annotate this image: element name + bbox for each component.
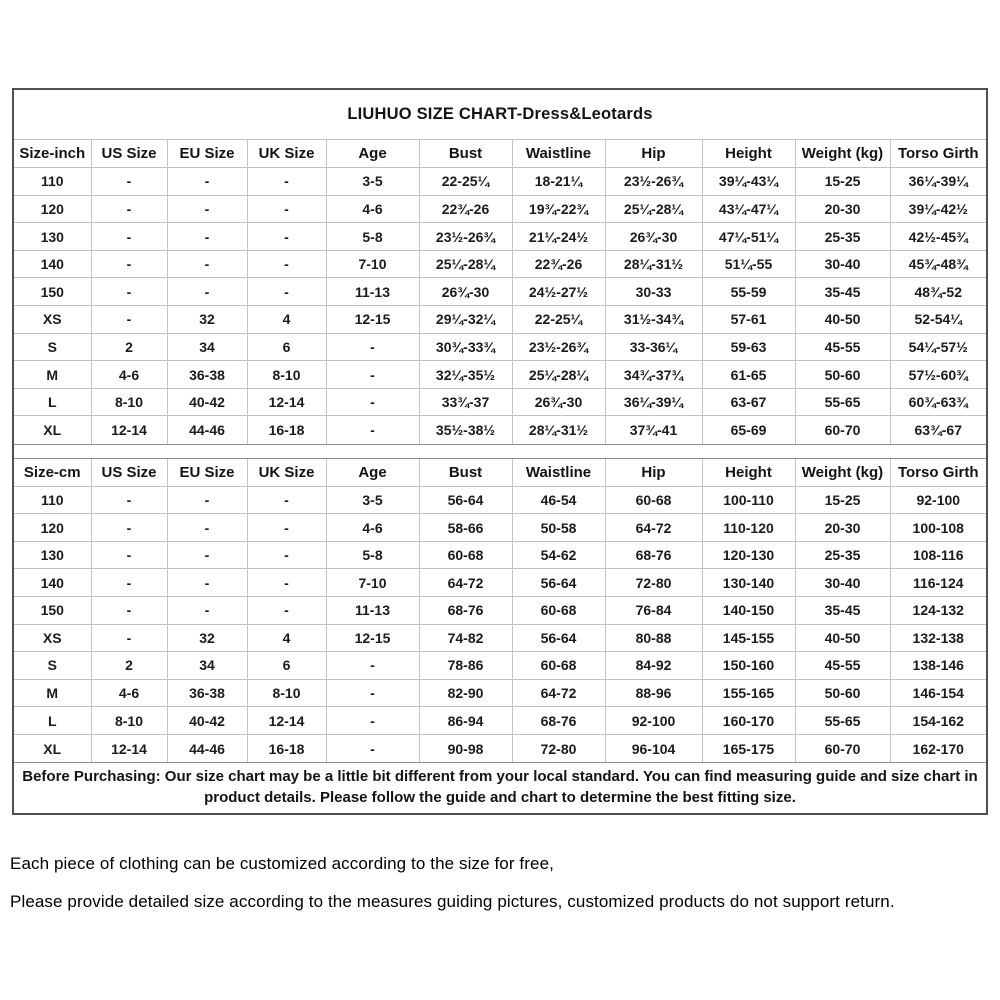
table-cell: 160-170 [702,707,795,735]
table-cell: - [326,416,419,444]
table-cell: 43¼-47¼ [702,195,795,223]
table-cell: 110-120 [702,514,795,542]
table-cell: 56-64 [512,569,605,597]
table-cell: 7-10 [326,250,419,278]
table-cell: 22-25¼ [512,306,605,334]
table-cell: 56-64 [512,624,605,652]
table-cell: 30-40 [795,569,890,597]
table-cell: 140 [14,250,91,278]
table-cell: 150-160 [702,652,795,680]
table-cell: 124-132 [890,597,986,625]
table-cell: 55-59 [702,278,795,306]
table-cell: 140-150 [702,597,795,625]
table-cell: 3-5 [326,486,419,514]
table-cell: 25¼-28¼ [419,250,512,278]
table-cell: 72-80 [605,569,702,597]
table-cell: 54¼-57½ [890,333,986,361]
table-spacer [14,444,986,459]
table-cell: 33¾-37 [419,388,512,416]
table-cell: - [167,569,247,597]
table-cell: 54-62 [512,541,605,569]
table-cell: - [247,597,326,625]
table-cell: 12-15 [326,306,419,334]
table-cell: 55-65 [795,388,890,416]
table-cell: - [91,168,167,196]
table-row [14,624,986,652]
table-cell: - [91,541,167,569]
table-cell: 32¼-35½ [419,361,512,389]
column-header: UK Size [247,140,326,168]
table-cell: 150 [14,278,91,306]
table-cell: 40-50 [795,306,890,334]
table-body-cm [14,486,986,762]
table-cell: 42½-45¾ [890,223,986,251]
table-cell: 116-124 [890,569,986,597]
table-cell: 45¾-48¾ [890,250,986,278]
table-cell: 44-46 [167,416,247,444]
table-row [14,333,986,361]
table-cell: 60-68 [512,652,605,680]
table-cell: 59-63 [702,333,795,361]
table-cell: 61-65 [702,361,795,389]
table-cell: 6 [247,652,326,680]
table-row [14,679,986,707]
column-header: EU Size [167,140,247,168]
chart-title: LIUHUO SIZE CHART-Dress&Leotards [14,90,986,140]
table-cell: 20-30 [795,195,890,223]
table-cell: 140 [14,569,91,597]
table-cell: 36-38 [167,679,247,707]
table-cell: 5-8 [326,541,419,569]
table-cell: 154-162 [890,707,986,735]
table-cell: 30¾-33¾ [419,333,512,361]
table-cell: - [247,168,326,196]
table-cell: 45-55 [795,333,890,361]
table-cell: - [91,195,167,223]
note-no-return-policy: Please provide detailed size according to the measures guiding pictures, customized products do not support return. [10,892,895,911]
table-cell: 60-68 [605,486,702,514]
table-cell: - [247,486,326,514]
table-cell: 4 [247,306,326,334]
table-cell: 12-15 [326,624,419,652]
table-cell: 20-30 [795,514,890,542]
column-header: Age [326,140,419,168]
size-table-cm [14,459,986,763]
table-cell: 150 [14,597,91,625]
table-row [14,416,986,444]
column-header: Waistline [512,459,605,487]
table-cell: 2 [91,652,167,680]
table-cell: 34 [167,652,247,680]
note-free-customization: Each piece of clothing can be customized according to the size for free, [10,854,554,873]
column-header: Bust [419,140,512,168]
column-header: Size-cm [14,459,91,487]
table-cell: 120-130 [702,541,795,569]
table-cell: M [14,361,91,389]
table-row [14,223,986,251]
table-cell: 76-84 [605,597,702,625]
table-cell: 4-6 [326,514,419,542]
table-row [14,541,986,569]
table-cell: 35-45 [795,278,890,306]
table-cell: 15-25 [795,486,890,514]
table-cell: 74-82 [419,624,512,652]
table-row [14,597,986,625]
table-cell: 25¼-28¼ [605,195,702,223]
column-header: Weight (kg) [795,459,890,487]
table-cell: 2 [91,333,167,361]
table-cell: - [167,514,247,542]
table-cell: 30-40 [795,250,890,278]
table-cell: 100-108 [890,514,986,542]
table-cell: - [326,388,419,416]
table-cell: L [14,388,91,416]
table-cell: 130 [14,223,91,251]
table-cell: 12-14 [247,707,326,735]
column-header: US Size [91,459,167,487]
table-cell: 40-42 [167,707,247,735]
table-cell: 4 [247,624,326,652]
table-cell: 68-76 [512,707,605,735]
table-cell: 26¾-30 [419,278,512,306]
table-row [14,361,986,389]
table-cell: - [91,223,167,251]
table-cell: - [91,624,167,652]
table-cell: - [91,597,167,625]
table-cell: M [14,679,91,707]
table-cell: 60¾-63¾ [890,388,986,416]
table-cell: 82-90 [419,679,512,707]
table-cell: 4-6 [91,361,167,389]
table-cell: XS [14,624,91,652]
column-header: EU Size [167,459,247,487]
table-cell: - [91,486,167,514]
table-cell: XL [14,734,91,762]
table-cell: 57½-60¾ [890,361,986,389]
table-cell: - [326,361,419,389]
table-cell: 31½-34¾ [605,306,702,334]
table-cell: - [91,278,167,306]
table-cell: 64-72 [512,679,605,707]
size-table-inch [14,140,986,444]
column-header: Waistline [512,140,605,168]
table-cell: 90-98 [419,734,512,762]
table-row [14,388,986,416]
table-cell: 12-14 [247,388,326,416]
table-cell: S [14,333,91,361]
table-cell: 51¼-55 [702,250,795,278]
table-cell: - [247,195,326,223]
table-cell: 40-42 [167,388,247,416]
size-chart-container [12,88,988,815]
table-row [14,734,986,762]
table-cell: 130 [14,541,91,569]
table-cell: 146-154 [890,679,986,707]
table-cell: 11-13 [326,278,419,306]
table-cell: 110 [14,486,91,514]
table-cell: - [247,250,326,278]
table-row [14,250,986,278]
table-cell: 34¾-37¾ [605,361,702,389]
table-cell: 120 [14,195,91,223]
table-row [14,707,986,735]
table-row [14,168,986,196]
table-cell: - [247,569,326,597]
table-cell: 36-38 [167,361,247,389]
table-cell: 155-165 [702,679,795,707]
table-cell: 26¾-30 [512,388,605,416]
table-cell: 12-14 [91,734,167,762]
column-header: Height [702,140,795,168]
table-cell: - [326,679,419,707]
table-cell: 68-76 [605,541,702,569]
table-row [14,195,986,223]
table-cell: 100-110 [702,486,795,514]
table-cell: L [14,707,91,735]
table-row [14,278,986,306]
table-cell: 50-60 [795,361,890,389]
column-header: UK Size [247,459,326,487]
table-cell: 120 [14,514,91,542]
table-cell: 64-72 [419,569,512,597]
table-cell: 46-54 [512,486,605,514]
table-cell: 50-60 [795,679,890,707]
table-cell: 165-175 [702,734,795,762]
table-cell: 60-70 [795,734,890,762]
table-cell: 23½-26¾ [605,168,702,196]
table-cell: 63¾-67 [890,416,986,444]
table-cell: 22-25¼ [419,168,512,196]
column-header: Age [326,459,419,487]
table-cell: 22¾-26 [512,250,605,278]
column-header: Torso Girth [890,459,986,487]
table-cell: - [167,278,247,306]
table-cell: 44-46 [167,734,247,762]
table-cell: 30-33 [605,278,702,306]
table-cell: - [91,569,167,597]
table-cell: 84-92 [605,652,702,680]
table-cell: S [14,652,91,680]
table-cell: 35½-38½ [419,416,512,444]
column-header: Torso Girth [890,140,986,168]
table-cell: 60-68 [419,541,512,569]
table-cell: 110 [14,168,91,196]
column-header: US Size [91,140,167,168]
table-cell: 29¼-32¼ [419,306,512,334]
table-row [14,652,986,680]
header-row-inch [14,140,986,168]
table-cell: 57-61 [702,306,795,334]
table-cell: - [247,541,326,569]
table-cell: 25-35 [795,223,890,251]
table-cell: 60-70 [795,416,890,444]
table-cell: 132-138 [890,624,986,652]
table-cell: - [326,707,419,735]
table-cell: - [167,223,247,251]
table-cell: - [167,541,247,569]
column-header: Hip [605,140,702,168]
table-cell: 19¾-22¾ [512,195,605,223]
table-cell: 16-18 [247,734,326,762]
table-cell: 92-100 [890,486,986,514]
table-cell: 72-80 [512,734,605,762]
table-cell: 39¼-43¼ [702,168,795,196]
table-cell: 7-10 [326,569,419,597]
table-cell: 64-72 [605,514,702,542]
table-cell: 16-18 [247,416,326,444]
table-cell: 80-88 [605,624,702,652]
table-cell: 96-104 [605,734,702,762]
table-cell: 25-35 [795,541,890,569]
table-cell: 37¾-41 [605,416,702,444]
table-cell: 34 [167,333,247,361]
table-cell: 26¾-30 [605,223,702,251]
table-cell: 33-36¼ [605,333,702,361]
table-cell: 78-86 [419,652,512,680]
table-cell: 47¼-51¼ [702,223,795,251]
table-cell: - [167,486,247,514]
table-cell: 21¼-24½ [512,223,605,251]
column-header: Bust [419,459,512,487]
table-cell: 18-21¼ [512,168,605,196]
table-cell: 145-155 [702,624,795,652]
table-cell: 28¼-31½ [605,250,702,278]
table-row [14,486,986,514]
table-cell: - [91,250,167,278]
table-cell: 108-116 [890,541,986,569]
table-cell: 138-146 [890,652,986,680]
header-row-cm [14,459,986,487]
before-purchasing-note: Before Purchasing: Our size chart may be a little bit different from your local standard. You can find measuring guide and size chart in product details. Please follow the guide and chart to determine the best fitting size. [14,762,986,813]
table-cell: - [167,597,247,625]
table-cell: 50-58 [512,514,605,542]
table-cell: 35-45 [795,597,890,625]
table-cell: - [326,333,419,361]
table-cell: 36¼-39¼ [605,388,702,416]
table-cell: 8-10 [247,361,326,389]
table-cell: XL [14,416,91,444]
table-cell: 8-10 [91,388,167,416]
table-cell: 65-69 [702,416,795,444]
table-cell: - [326,734,419,762]
table-cell: 36¼-39¼ [890,168,986,196]
table-row [14,569,986,597]
table-cell: 6 [247,333,326,361]
table-cell: - [247,223,326,251]
table-cell: 28¼-31½ [512,416,605,444]
table-cell: 92-100 [605,707,702,735]
table-cell: - [247,514,326,542]
table-cell: 48¾-52 [890,278,986,306]
table-cell: - [167,168,247,196]
table-cell: 130-140 [702,569,795,597]
table-cell: - [247,278,326,306]
table-cell: 32 [167,306,247,334]
table-cell: 8-10 [91,707,167,735]
table-cell: 40-50 [795,624,890,652]
table-row [14,514,986,542]
table-cell: 3-5 [326,168,419,196]
table-cell: 25¼-28¼ [512,361,605,389]
column-header: Weight (kg) [795,140,890,168]
table-body-inch [14,168,986,444]
table-cell: 4-6 [326,195,419,223]
table-cell: - [326,652,419,680]
table-cell: 32 [167,624,247,652]
table-cell: 63-67 [702,388,795,416]
table-cell: 60-68 [512,597,605,625]
table-cell: 68-76 [419,597,512,625]
table-cell: 52-54¼ [890,306,986,334]
table-cell: 86-94 [419,707,512,735]
table-cell: 58-66 [419,514,512,542]
table-cell: 55-65 [795,707,890,735]
table-cell: 23½-26¾ [512,333,605,361]
table-cell: 39¼-42½ [890,195,986,223]
table-cell: 24½-27½ [512,278,605,306]
table-cell: 11-13 [326,597,419,625]
table-cell: 8-10 [247,679,326,707]
table-cell: 88-96 [605,679,702,707]
table-cell: 162-170 [890,734,986,762]
table-cell: - [91,306,167,334]
table-cell: - [91,514,167,542]
table-cell: - [167,195,247,223]
table-cell: 56-64 [419,486,512,514]
table-cell: 15-25 [795,168,890,196]
table-cell: - [167,250,247,278]
column-header: Height [702,459,795,487]
column-header: Hip [605,459,702,487]
table-row [14,306,986,334]
table-cell: 23½-26¾ [419,223,512,251]
column-header: Size-inch [14,140,91,168]
table-cell: 4-6 [91,679,167,707]
table-cell: 22¾-26 [419,195,512,223]
table-cell: 5-8 [326,223,419,251]
table-cell: 12-14 [91,416,167,444]
table-cell: XS [14,306,91,334]
table-cell: 45-55 [795,652,890,680]
